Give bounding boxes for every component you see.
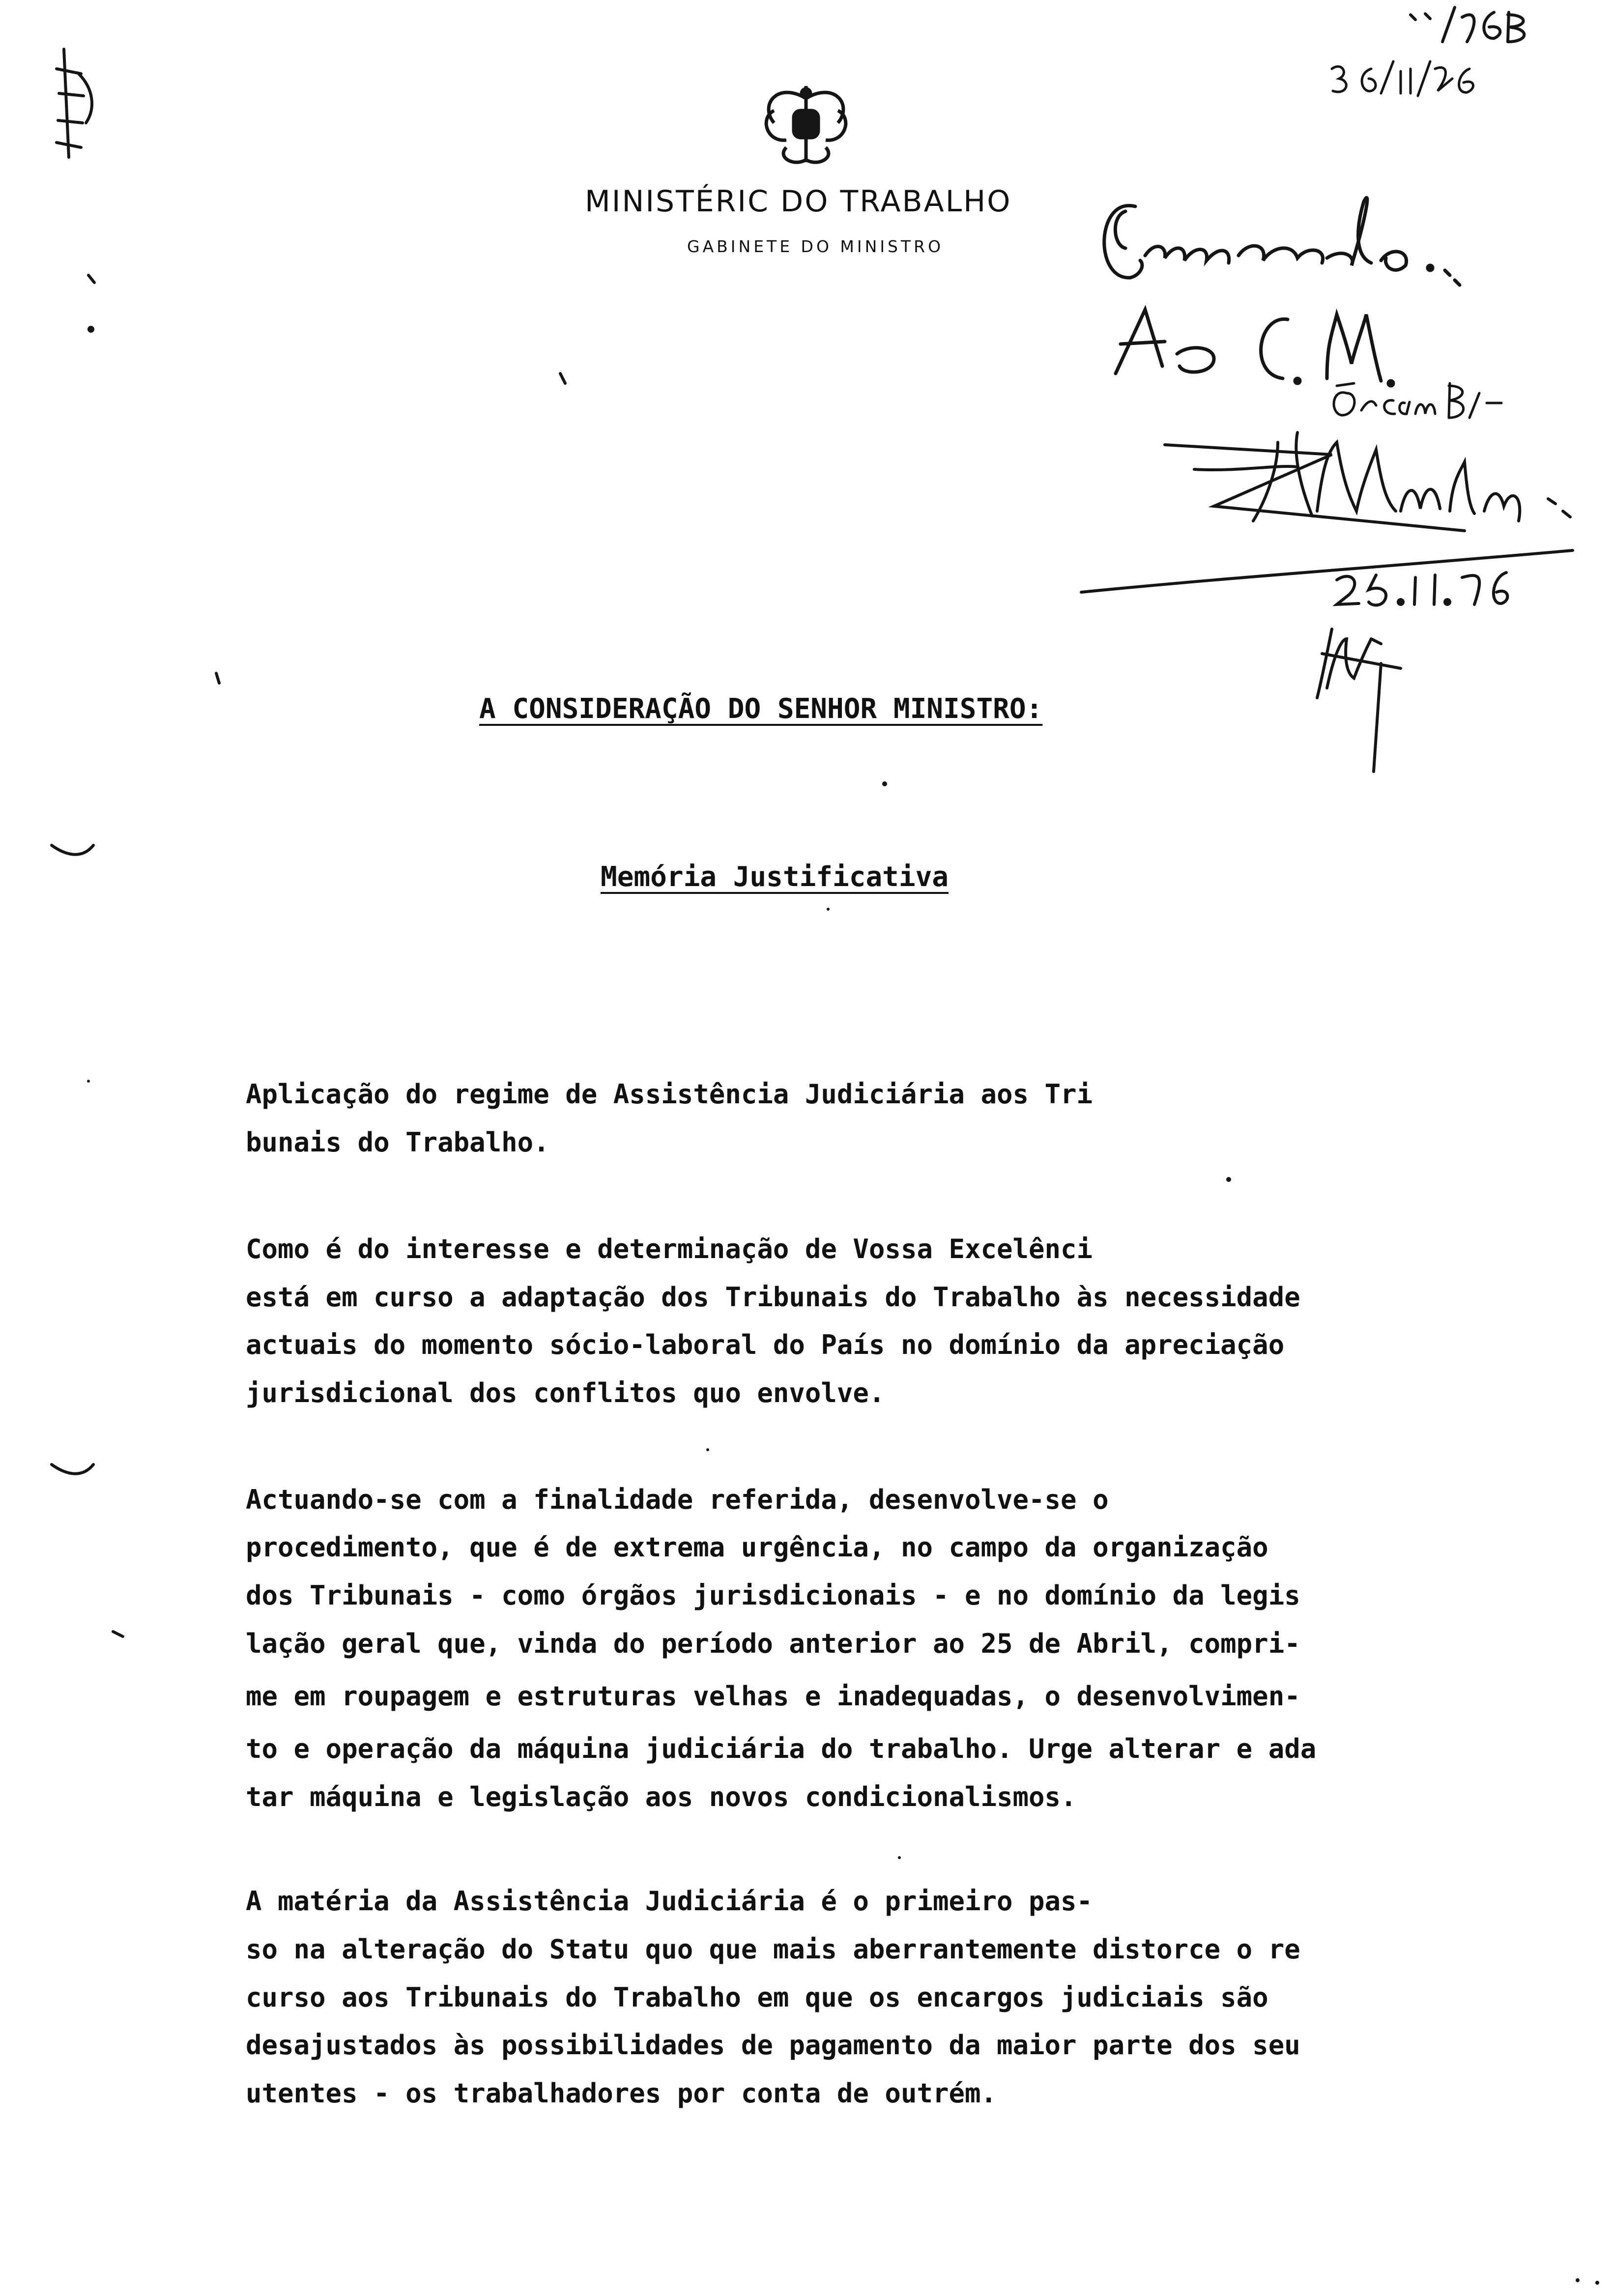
handwritten-note-orcam <box>1334 383 1501 418</box>
body-line: desajustados às possibilidades de pagamento da maior parte dos seu <box>246 2030 1300 2061</box>
letterhead-ministry: MINISTÉRIC DO TRABALHO <box>585 184 1012 219</box>
body-line: actuais do momento sócio-laboral do País no domínio da apreciação <box>246 1329 1285 1360</box>
body-line: A matéria da Assistência Judiciária é o primeiro pas- <box>246 1886 1093 1917</box>
coat-of-arms-icon <box>766 86 846 162</box>
handwritten-signature <box>1081 432 1573 592</box>
body-line: curso aos Tribunais do Trabalho em que os encargos judiciais são <box>246 1982 1268 2013</box>
handwritten-note-concordo <box>1104 198 1460 285</box>
body-line: so na alteração do Statu quo que mais aberrantemente distorce o re <box>246 1934 1300 1965</box>
handwritten-initials <box>1317 629 1401 772</box>
body-line: está em curso a adaptação dos Tribunais do Trabalho às necessidade <box>246 1282 1300 1313</box>
document-subtitle: Memória Justificativa <box>601 861 949 893</box>
body-line: tar máquina e legislação aos novos condicionalismos. <box>246 1781 1077 1812</box>
body-line: me em roupagem e estruturas velhas e inadequadas, o desenvolvimen- <box>246 1681 1300 1712</box>
handwritten-note-ao-cm <box>1116 310 1393 386</box>
body-line: jurisdicional dos conflitos quo envolve. <box>246 1378 885 1408</box>
handwritten-date <box>1337 573 1507 605</box>
body-line: Como é do interesse e determinação de Vossa Excelênci <box>246 1234 1093 1264</box>
letterhead-cabinet: GABINETE DO MINISTRO <box>687 237 944 256</box>
body-line: utentes - os trabalhadores por conta de outrém. <box>246 2078 997 2109</box>
handwritten-reference <box>1410 7 1524 42</box>
body-line: bunais do Trabalho. <box>246 1127 549 1158</box>
handwritten-reference-date <box>1332 61 1473 96</box>
document-title: A CONSIDERAÇÃO DO SENHOR MINISTRO: <box>479 693 1043 725</box>
body-line: procedimento, que é de extrema urgência, no campo da organização <box>246 1532 1268 1563</box>
body-line: to e operação da máquina judiciária do trabalho. Urge alterar e ada <box>246 1733 1317 1764</box>
body-line: dos Tribunais - como órgãos jurisdicionais - e no domínio da legis <box>246 1580 1300 1611</box>
body-line: lação geral que, vinda do período anterior ao 25 de Abril, compri- <box>246 1628 1300 1659</box>
body-line: Actuando-se com a finalidade referida, desenvolve-se o <box>246 1484 1109 1515</box>
body-line: Aplicação do regime de Assistência Judiciária aos Tri <box>246 1079 1093 1110</box>
